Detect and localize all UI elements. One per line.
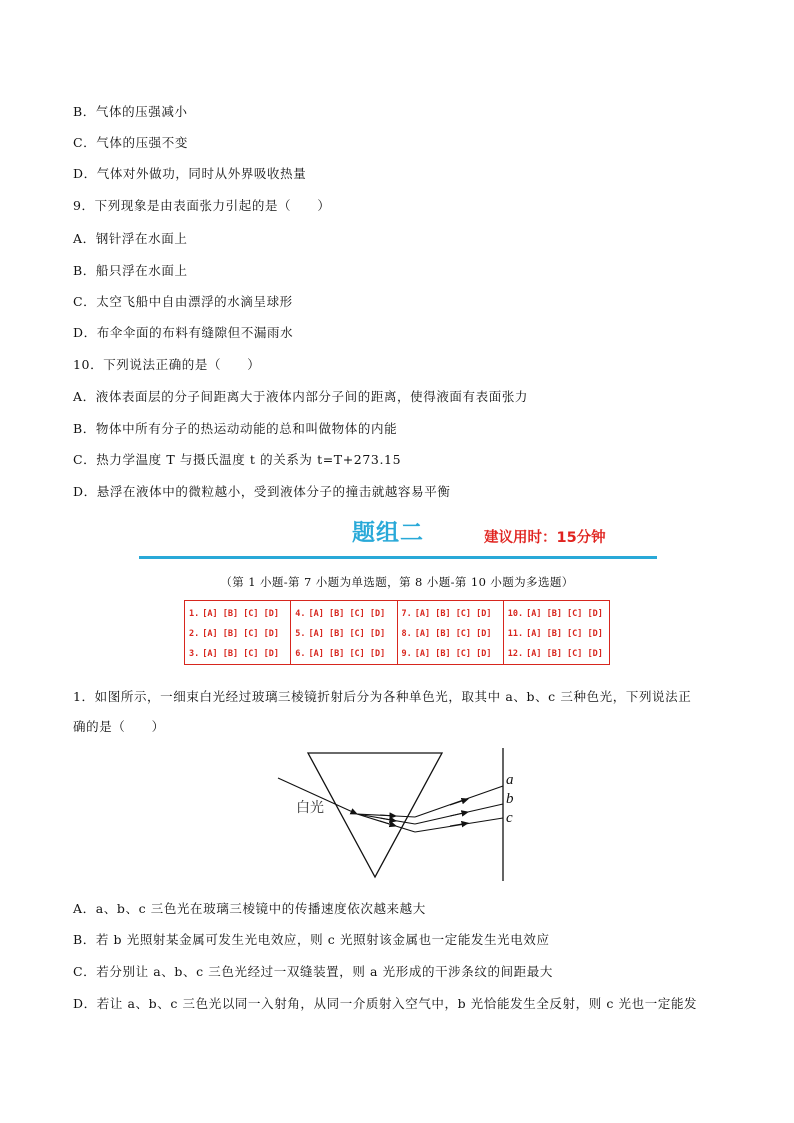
question-1-option-a: A．a、b、c 三色光在玻璃三棱镜中的传播速度依次越来越大 bbox=[73, 901, 426, 916]
answer-row-7[interactable]: 7. [A] [B] [C] [D] bbox=[401, 608, 492, 619]
question-1-stem-line-1: 1．如图所示，一细束白光经过玻璃三棱镜折射后分为各种单色光，取其中 a、b、c 三种色光，下列说法正 bbox=[73, 689, 692, 704]
option-b-pressure-decrease: B．气体的压强减小 bbox=[73, 104, 188, 119]
exit-arrow-a bbox=[450, 799, 468, 805]
answer-row-9[interactable]: 9. [A] [B] [C] [D] bbox=[401, 648, 492, 659]
question-9-stem: 9．下列现象是由表面张力引起的是（ ） bbox=[73, 198, 331, 213]
answer-row-2[interactable]: 2. [A] [B] [C] [D] bbox=[189, 628, 280, 639]
option-d-work-and-heat: D．气体对外做功，同时从外界吸收热量 bbox=[73, 166, 307, 181]
question-9-option-c: C．太空飞船中自由漂浮的水滴呈球形 bbox=[73, 294, 293, 309]
question-9-option-d: D．布伞伞面的布料有缝隙但不漏雨水 bbox=[73, 325, 294, 340]
answer-row-4[interactable]: 4. [A] [B] [C] [D] bbox=[295, 608, 386, 619]
exit-arrow-b bbox=[450, 812, 468, 816]
answer-card-column-1 bbox=[185, 601, 290, 664]
label-white-light: 白光 bbox=[296, 800, 324, 816]
label-b: b bbox=[506, 791, 514, 807]
answer-row-11[interactable]: 11. [A] [B] [C] [D] bbox=[507, 628, 603, 639]
section-suggested-time: 建议用时：15分钟 bbox=[484, 530, 606, 546]
answer-card-column-4 bbox=[503, 601, 609, 664]
inner-arrow-b bbox=[380, 818, 396, 821]
question-10-option-b: B．物体中所有分子的热运动动能的总和叫做物体的内能 bbox=[73, 421, 398, 436]
answer-card-column-3 bbox=[397, 601, 503, 664]
option-c-pressure-unchanged: C．气体的压强不变 bbox=[73, 135, 188, 150]
prism-dispersion-figure bbox=[270, 745, 530, 885]
question-1-option-d: D．若让 a、b、c 三色光以同一入射角，从同一介质射入空气中，b 光恰能发生全反射，则 c 光也一定能发 bbox=[73, 996, 698, 1011]
question-9-option-b: B．船只浮在水面上 bbox=[73, 263, 188, 278]
answer-row-12[interactable]: 12. [A] [B] [C] [D] bbox=[507, 648, 603, 659]
section-title: 题组二 bbox=[352, 520, 424, 546]
question-10-option-d: D．悬浮在液体中的微粒越小，受到液体分子的撞击就越容易平衡 bbox=[73, 484, 451, 499]
inner-arrow-c bbox=[380, 821, 396, 826]
answer-row-3[interactable]: 3. [A] [B] [C] [D] bbox=[189, 648, 280, 659]
answer-card-column-2 bbox=[290, 601, 396, 664]
section-note: （第 1 小题-第 7 小题为单选题，第 8 小题-第 10 小题为多选题） bbox=[220, 575, 574, 589]
question-9-option-a: A．钢针浮在水面上 bbox=[73, 231, 188, 246]
answer-row-10[interactable]: 10. [A] [B] [C] [D] bbox=[507, 608, 603, 619]
question-10-option-a: A．液体表面层的分子间距离大于液体内部分子间的距离，使得液面有表面张力 bbox=[73, 389, 529, 404]
answer-row-8[interactable]: 8. [A] [B] [C] [D] bbox=[401, 628, 492, 639]
answer-card bbox=[184, 600, 610, 665]
answer-row-5[interactable]: 5. [A] [B] [C] [D] bbox=[295, 628, 386, 639]
answer-row-1[interactable]: 1. [A] [B] [C] [D] bbox=[189, 608, 280, 619]
answer-row-6[interactable]: 6. [A] [B] [C] [D] bbox=[295, 648, 386, 659]
section-divider bbox=[139, 556, 657, 559]
question-1-stem-line-2: 确的是（ ） bbox=[73, 719, 165, 734]
label-a: a bbox=[506, 772, 514, 788]
question-1-option-c: C．若分别让 a、b、c 三色光经过一双缝装置，则 a 光形成的干涉条纹的间距最大 bbox=[73, 964, 553, 979]
question-10-option-c: C．热力学温度 T 与摄氏温度 t 的关系为 t=T+273.15 bbox=[73, 452, 402, 467]
label-c: c bbox=[506, 810, 513, 826]
question-1-option-b: B．若 b 光照射某金属可发生光电效应，则 c 光照射该金属也一定能发生光电效应 bbox=[73, 932, 550, 947]
question-10-stem: 10．下列说法正确的是（ ） bbox=[73, 357, 261, 372]
